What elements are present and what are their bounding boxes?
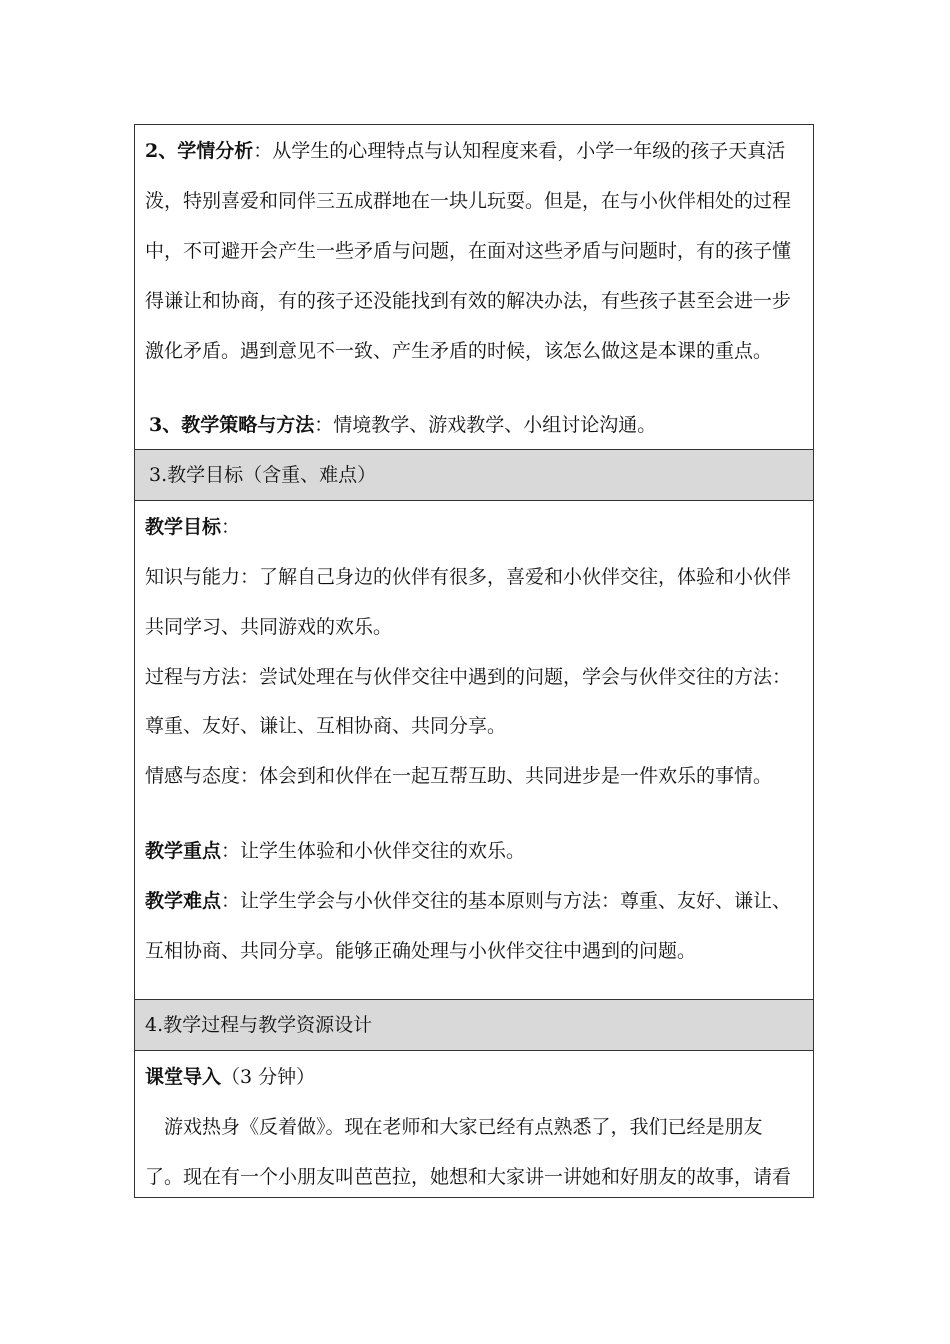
process-header-title: 4.教学过程与教学资源设计 — [145, 1014, 373, 1036]
intro-label: 课堂导入 — [145, 1066, 222, 1088]
goals-line-4: 尊重、友好、谦让、互相协商、共同分享。 — [145, 715, 507, 737]
process-header — [135, 999, 813, 1050]
goals-header — [135, 449, 813, 500]
process-section — [135, 1050, 813, 1199]
goals-label: 教学目标 — [145, 516, 222, 538]
goals-label-suffix: ： — [221, 516, 241, 538]
goals-label-line — [145, 515, 240, 539]
analysis-line-2: 泼，特别喜爱和同伴三五成群地在一块儿玩耍。但是，在与小伙伴相处的过程 — [145, 190, 792, 212]
key-point-text: ：让学生体验和小伙伴交往的欢乐。 — [221, 840, 526, 862]
strategy-text: ：情境教学、游戏教学、小组讨论沟通。 — [314, 414, 657, 436]
process-line-1: 游戏热身《反着做》。现在老师和大家已经有点熟悉了，我们已经是朋友 — [164, 1116, 763, 1138]
strategy-label: 3、教学策略与方法 — [149, 414, 315, 436]
analysis-line-4: 得谦让和协商，有的孩子还没能找到有效的解决办法，有些孩子甚至会进一步 — [145, 290, 792, 312]
goals-line-5: 情感与态度：体会到和伙伴在一起互帮互助、共同进步是一件欢乐的事情。 — [145, 765, 773, 787]
analysis-label: 2、学情分析 — [145, 140, 254, 162]
lesson-plan-table — [134, 124, 814, 1198]
key-point-label: 教学重点 — [145, 840, 222, 862]
analysis-section — [135, 125, 813, 449]
difficulty-line-1 — [145, 889, 791, 913]
difficulty-line-2: 互相协商、共同分享。能够正确处理与小伙伴交往中遇到的问题。 — [145, 940, 697, 962]
goals-section — [135, 500, 813, 999]
difficulty-label: 教学难点 — [145, 890, 222, 912]
difficulty-text: ：让学生学会与小伙伴交往的基本原则与方法：尊重、友好、谦让、 — [221, 890, 792, 912]
goals-line-3: 过程与方法：尝试处理在与伙伴交往中遇到的问题，学会与伙伴交往的方法： — [145, 666, 792, 688]
goals-header-title: 3.教学目标（含重、难点） — [149, 464, 377, 486]
analysis-text: ：从学生的心理特点与认知程度来看，小学一年级的孩子天真活 — [253, 140, 786, 162]
process-line-2: 了。现在有一个小朋友叫芭芭拉，她想和大家讲一讲她和好朋友的故事，请看 — [145, 1166, 792, 1188]
intro-time: （3 分钟） — [221, 1066, 316, 1088]
goals-line-1: 知识与能力：了解自己身边的伙伴有很多，喜爱和小伙伴交往，体验和小伙伴 — [145, 566, 792, 588]
analysis-line-3: 中，不可避开会产生一些矛盾与问题，在面对这些矛盾与问题时，有的孩子懂 — [145, 240, 792, 262]
analysis-line-5: 激化矛盾。遇到意见不一致、产生矛盾的时候，该怎么做这是本课的重点。 — [145, 340, 773, 362]
analysis-line-1 — [145, 139, 785, 163]
intro-line — [145, 1065, 315, 1089]
goals-line-2: 共同学习、共同游戏的欢乐。 — [145, 616, 393, 638]
key-point-line — [145, 839, 525, 863]
strategy-line — [149, 413, 656, 437]
